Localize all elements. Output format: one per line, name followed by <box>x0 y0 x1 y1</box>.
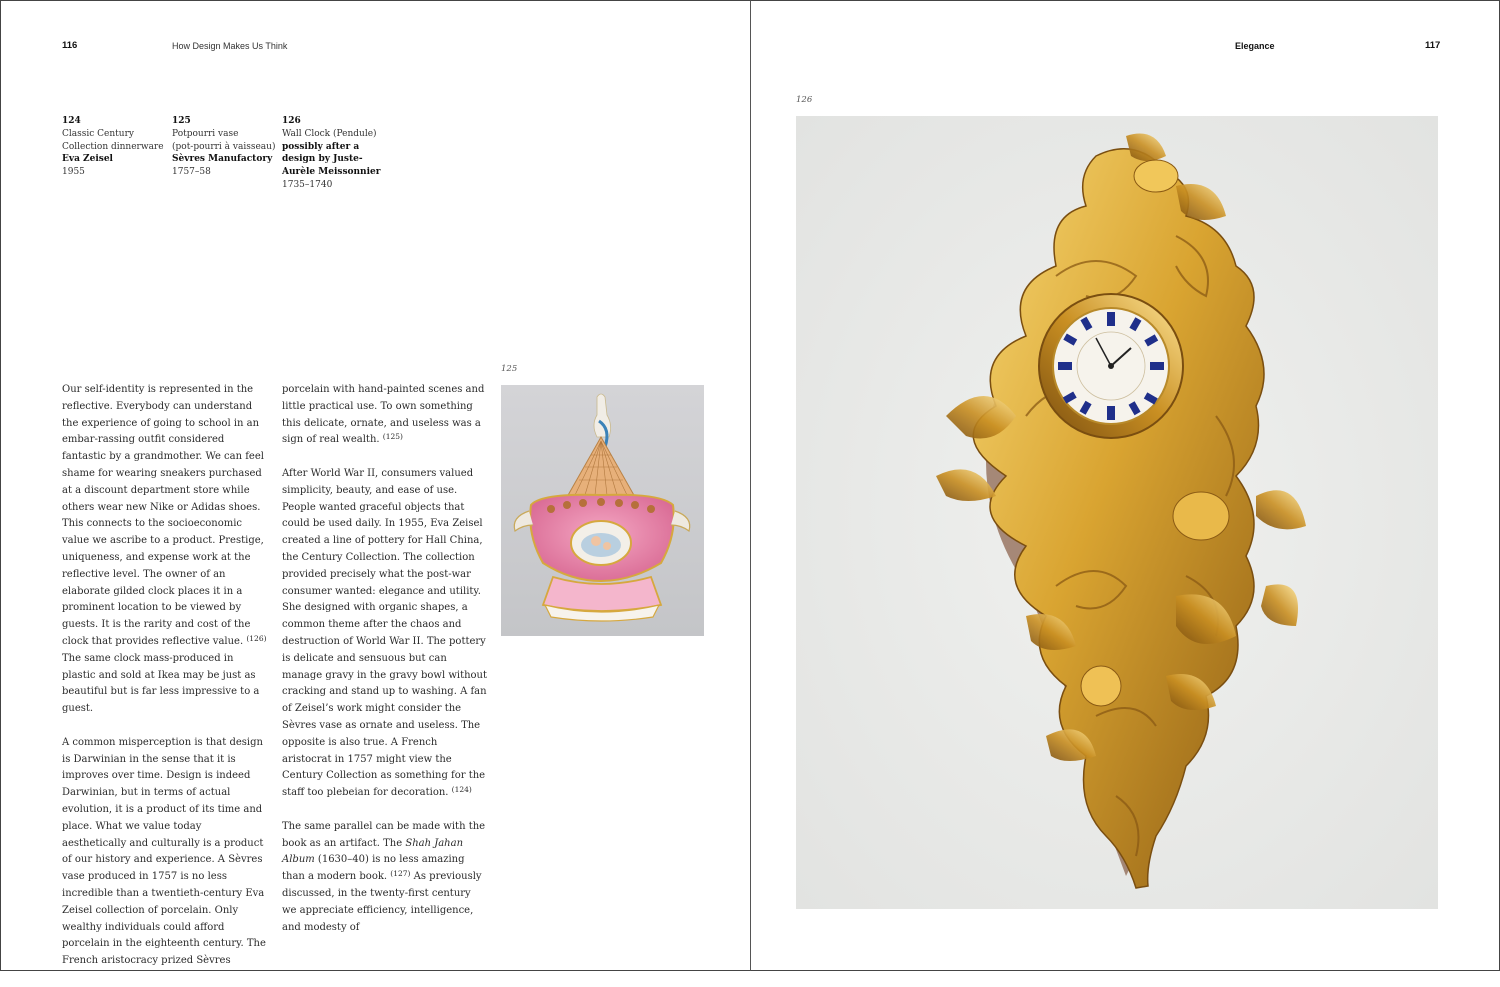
body-column-1 <box>62 382 267 987</box>
paragraph-text: Our self-identity is represented in the reflective. Everybody can understand the experience of going to school in an embar-rassing outfit considered fantastic by a grandmother. We can feel shame for wearing sneakers purchased at a discount department store while others wear new Nike or Adidas shoes. This connects to the socioeconomic value we ascribe to a product. Prestige, uniqueness, and expense work at the reflective level. The owner of an elaborate gilded clock places it in a prominent location to be viewed by guests. It is the rarity and cost of the clock that provides reflective value. <box>62 384 264 647</box>
vase-illustration <box>501 385 704 636</box>
paragraph <box>282 466 488 802</box>
figure-reference: (127) <box>390 869 411 879</box>
figure-label-125: 125 <box>501 364 518 374</box>
caption-number: 124 <box>62 116 81 126</box>
paragraph-text: After World War II, consumers valued simplicity, beauty, and ease of use. People wanted graceful objects that could be used daily. In 1955, Eva Zeisel created a line of pottery for Hall China, the Century Collection. The collection provided precisely what the post-war consumer wanted: elegance and utility. She designed with organic shapes, a common theme after the chaos and destruction of World War II. The pottery is delicate and sensuous but can manage gravy in the gravy bowl without cracking and stand up to washing. A fan of Zeisel’s work might consider the Sèvres vase as ornate and useless. The opposite is also true. A French aristocrat in 1757 might view the Century Collection as something for the staff too plebeian for decoration. <box>282 467 488 799</box>
right-page <box>750 0 1500 971</box>
vase-photo <box>501 385 704 636</box>
page-number-right: 117 <box>1425 40 1441 51</box>
paragraph-text: A common misperception is that design is Darwinian in the sense that it is improves over time. Design is indeed Darwinian, but in terms of actual evolution, it is a product of its time and place. What we value today aesthetically and culturally is a product of our history and experience. A Sèvres vase produced in 1757 is no less incredible than a twentieth-century Eva Zeisel collection of porcelain. Only wealthy individuals could afford porcelain in the eighteenth century. The French aristocracy prized Sèvres <box>62 736 266 967</box>
caption-line: Classic Century <box>62 128 134 139</box>
caption-124 <box>62 115 167 179</box>
running-head-left: How Design Makes Us Think <box>172 41 288 51</box>
paragraph-text: The same clock mass-produced in plastic and sold at Ikea may be just as beautiful but is far less impressive to a guest. <box>62 652 260 715</box>
paragraph-text: The same parallel can be made with the book as an artifact. The <box>282 820 486 849</box>
clock-illustration <box>796 116 1438 909</box>
running-head-right: Elegance <box>1235 41 1275 51</box>
paragraph-text: porcelain with hand-painted scenes and little practical use. To own something this delicate, ornate, and useless was a sign of real wealth. <box>282 384 485 446</box>
caption-designer: Sèvres Manufactory <box>172 154 273 165</box>
caption-126 <box>282 115 392 192</box>
paragraph <box>62 382 267 718</box>
caption-date: 1955 <box>62 167 85 178</box>
caption-number: 125 <box>172 116 191 126</box>
page-number-left: 116 <box>62 40 78 51</box>
paragraph-text: (1630–40) is no less amazing than a modern book. <box>282 854 465 883</box>
caption-designer: possibly after a <box>282 141 360 152</box>
caption-125 <box>172 115 277 179</box>
body-column-2 <box>282 382 488 953</box>
left-page <box>0 0 751 971</box>
caption-designer: design by Juste- <box>282 154 363 165</box>
caption-designer: Eva Zeisel <box>62 154 113 165</box>
caption-line: Potpourri vase <box>172 128 239 139</box>
clock-photo <box>796 116 1438 909</box>
figure-label-126: 126 <box>796 95 813 105</box>
caption-line: Collection dinnerware <box>62 141 164 152</box>
caption-designer: Aurèle Meissonnier <box>282 167 381 178</box>
caption-date: 1735–1740 <box>282 179 333 190</box>
figure-reference: (126) <box>246 633 267 643</box>
paragraph <box>282 819 488 937</box>
paragraph-text: As previously discussed, in the twenty-first century we appreciate efficiency, intelligence, and modesty of <box>282 871 482 933</box>
figure-reference: (124) <box>451 785 472 795</box>
book-title: Shah Jahan Album <box>282 837 464 866</box>
caption-line: Wall Clock (Pendule) <box>282 128 377 139</box>
figure-reference: (125) <box>382 432 403 442</box>
caption-line: (pot-pourri à vaisseau) <box>172 141 276 152</box>
caption-number: 126 <box>282 116 301 126</box>
caption-date: 1757–58 <box>172 167 211 178</box>
paragraph <box>282 382 488 449</box>
paragraph <box>62 735 267 970</box>
